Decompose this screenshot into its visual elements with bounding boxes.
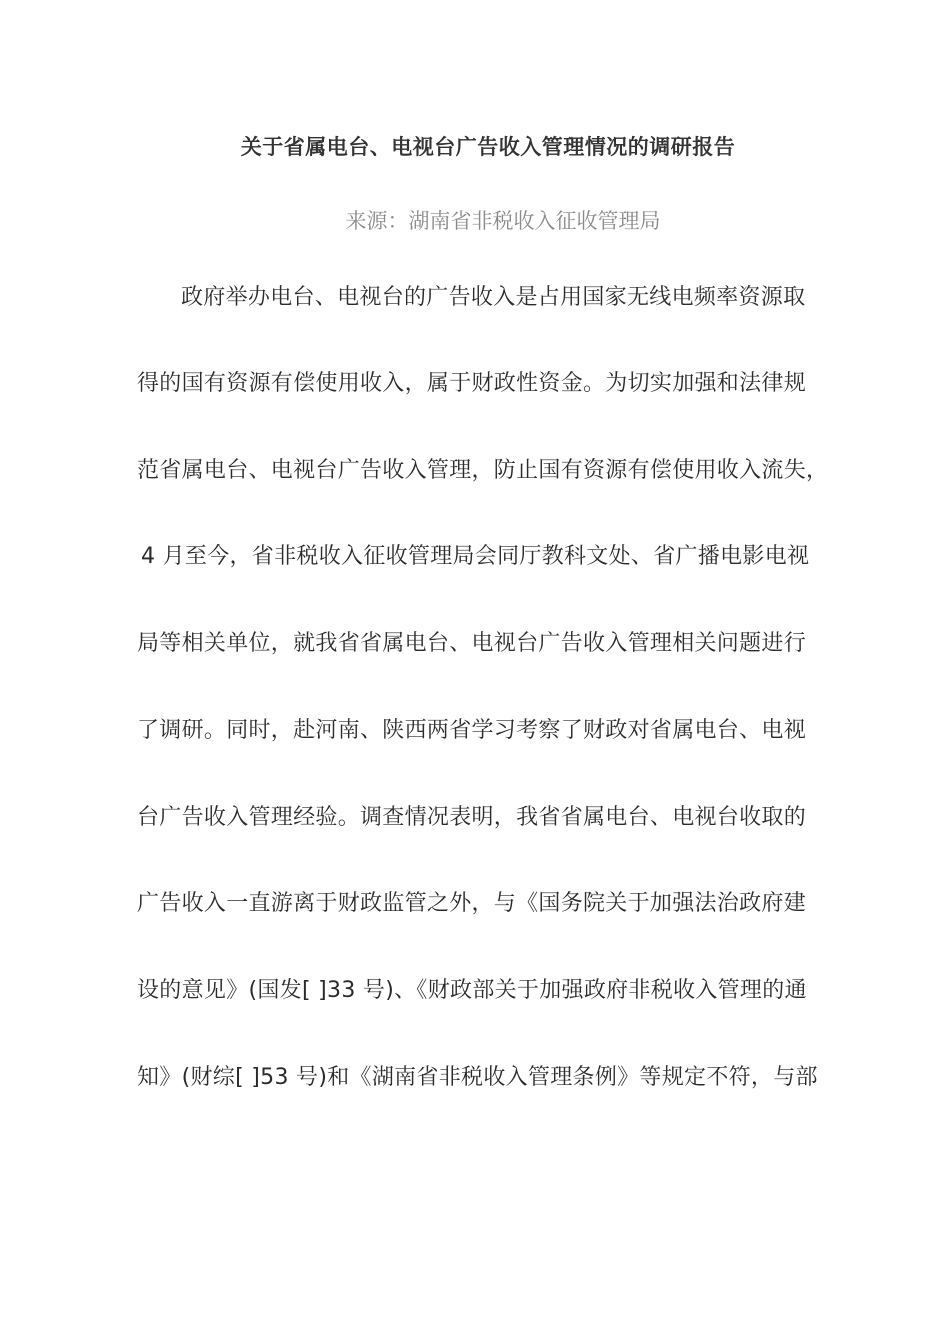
document-source: 来源：湖南省非税收入征收管理局 [345,209,661,233]
paragraph-line: 范省属电台、电视台广告收入管理，防止国有资源有偿使用收入流失， [137,458,829,483]
paragraph-line: 局等相关单位，就我省省属电台、电视台广告收入管理相关问题进行 [137,631,807,656]
paragraph-line: 台广告收入管理经验。调查情况表明，我省省属电台、电视台收取的 [137,805,807,830]
paragraph-line: 了调研。同时，赴河南、陕西两省学习考察了财政对省属电台、电视 [137,718,807,743]
document-title: 关于省属电台、电视台广告收入管理情况的调研报告 [240,135,736,159]
paragraph-line: 知》(财综[ ]53 号)和《湖南省非税收入管理条例》等规定不符，与部 [137,1065,818,1090]
paragraph-line: 广告收入一直游离于财政监管之外，与《国务院关于加强法治政府建 [137,891,807,916]
paragraph-line: 得的国有资源有偿使用收入，属于财政性资金。为切实加强和法律规 [137,371,807,396]
paragraph-line: 政府举办电台、电视台的广告收入是占用国家无线电频率资源取 [181,285,806,310]
paragraph-line: 设的意见》(国发[ ]33 号)、《财政部关于加强政府非税收入管理的通 [137,978,807,1003]
paragraph-line: 4 月至今，省非税收入征收管理局会同厅教科文处、省广播电影电视 [141,544,810,569]
